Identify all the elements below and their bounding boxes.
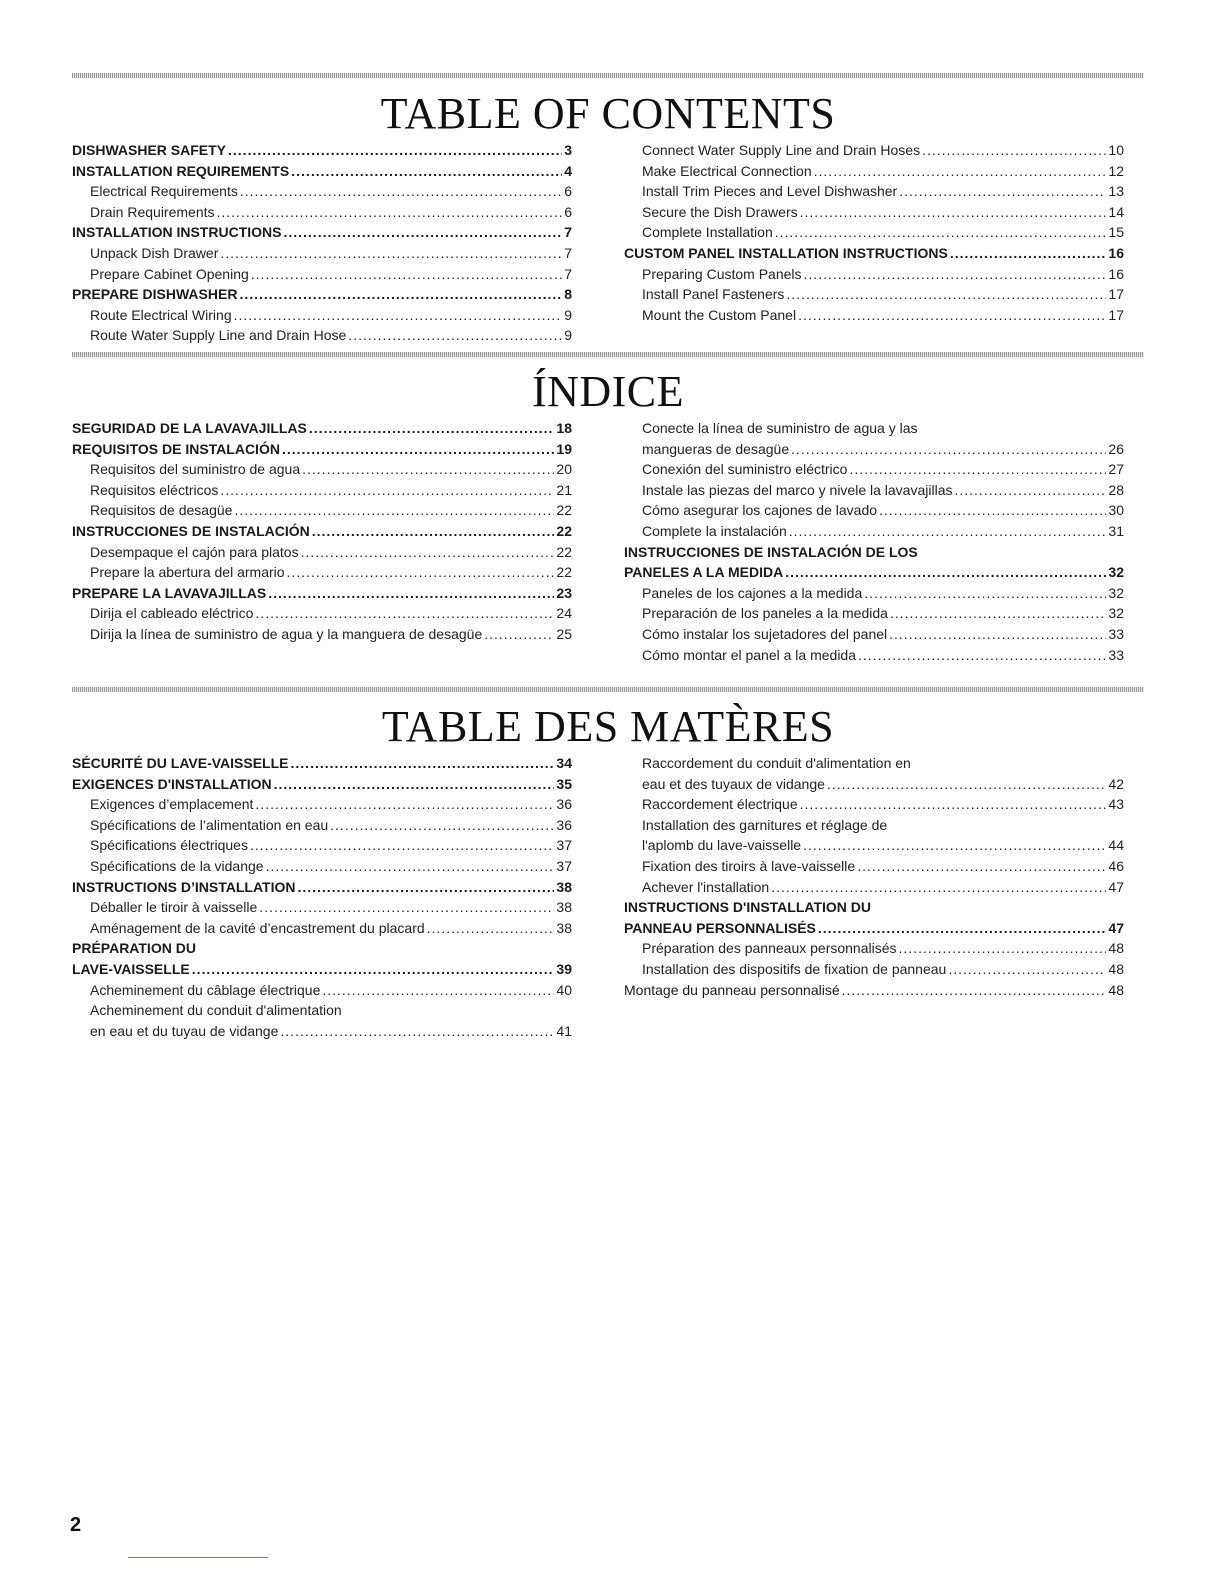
- entry-title: Install Panel Fasteners: [642, 286, 785, 303]
- entry-title: Dirija la línea de suministro de agua y la manguera de desagüe: [90, 625, 483, 642]
- entry-title: Connect Water Supply Line and Drain Hoses: [642, 142, 921, 158]
- dot-leader: [800, 202, 1107, 223]
- toc-entry-line: Conecte la línea de suministro de agua y las: [642, 420, 918, 436]
- dot-leader: [827, 774, 1107, 795]
- dot-leader: [322, 980, 554, 1001]
- dot-leader: [771, 877, 1106, 898]
- toc-subsection-entry[interactable]: [624, 202, 1124, 223]
- toc-section-entry[interactable]: [72, 439, 572, 460]
- entry-title: INSTALLATION REQUIREMENTS: [72, 162, 290, 179]
- entry-title: SÉCURITÉ DU LAVE-VAISSELLE: [72, 755, 289, 771]
- dot-leader: [228, 140, 562, 161]
- entry-page-number: 22: [556, 502, 572, 519]
- entry-title: Aménagement de la cavité d’encastrement du placard: [90, 919, 425, 936]
- entry-title: DISHWASHER SAFETY: [72, 142, 227, 158]
- entry-page-number: 22: [556, 543, 572, 560]
- toc-subsection-entry[interactable]: [624, 645, 1124, 666]
- dot-leader: [803, 835, 1106, 856]
- dot-leader: [309, 418, 555, 439]
- entry-title: Cómo montar el panel a la medida: [642, 646, 857, 663]
- entry-title: l'aplomb du lave-vaisselle: [642, 837, 802, 854]
- toc-subsection-entry[interactable]: [72, 500, 572, 521]
- entry-title: Exigences d’emplacement: [90, 796, 254, 813]
- dot-leader: [889, 624, 1106, 645]
- entry-page-number: 33: [1108, 646, 1124, 663]
- section-divider: [72, 352, 1144, 357]
- toc-section-entry[interactable]: [72, 753, 572, 774]
- dot-leader: [234, 305, 563, 326]
- section-divider: [72, 73, 1144, 78]
- entry-title: Montage du panneau personnalisé: [624, 981, 840, 998]
- dot-leader: [266, 856, 555, 877]
- entry-page-number: 18: [556, 420, 572, 436]
- toc-subsection-entry[interactable]: [624, 222, 1124, 243]
- dot-leader: [297, 877, 554, 898]
- entry-page-number: 47: [1108, 919, 1124, 936]
- entry-page-number: 31: [1108, 522, 1124, 539]
- toc-subsection-entry[interactable]: [624, 774, 1124, 795]
- toc-subsection-entry[interactable]: [72, 794, 572, 815]
- entry-title: INSTRUCCIONES DE INSTALACIÓN: [72, 522, 310, 539]
- toc-subsection-entry[interactable]: [624, 938, 1124, 959]
- entry-page-number: 33: [1108, 625, 1124, 642]
- entry-title: Requisitos del suministro de agua: [90, 461, 301, 478]
- dot-leader: [879, 500, 1106, 521]
- entry-page-number: 48: [1108, 940, 1124, 957]
- entry-title: Dirija el cableado eléctrico: [90, 605, 254, 622]
- toc-subsection-entry[interactable]: [72, 603, 572, 624]
- dot-leader: [484, 624, 554, 645]
- dot-leader: [330, 815, 554, 836]
- toc-subsection-entry[interactable]: [624, 877, 1124, 898]
- dot-leader: [791, 439, 1106, 460]
- dot-leader: [301, 542, 555, 563]
- footer-rule: [128, 1557, 268, 1558]
- dot-leader: [849, 459, 1106, 480]
- dot-leader: [217, 202, 563, 223]
- entry-page-number: 6: [564, 183, 572, 200]
- dot-leader: [858, 645, 1106, 666]
- entry-title: Spécifications de l’alimentation en eau: [90, 816, 329, 833]
- entry-title: EXIGENCES D'INSTALLATION: [72, 775, 272, 792]
- entry-title: mangueras de desagüe: [642, 440, 790, 457]
- dot-leader: [785, 562, 1106, 583]
- entry-page-number: 21: [556, 481, 572, 498]
- toc-section-entry[interactable]: [72, 583, 572, 604]
- entry-title: SEGURIDAD DE LA LAVAVAJILLAS: [72, 420, 307, 436]
- entry-title: INSTALLATION INSTRUCTIONS: [72, 224, 282, 241]
- toc-subsection-entry[interactable]: [72, 856, 572, 877]
- entry-page-number: 39: [556, 960, 572, 977]
- toc-section-entry[interactable]: [72, 222, 572, 243]
- toc-section-entry[interactable]: [72, 521, 572, 542]
- entry-title: Acheminement du câblage électrique: [90, 981, 321, 998]
- toc-subsection-entry[interactable]: [624, 480, 1124, 501]
- dot-leader: [192, 959, 555, 980]
- entry-page-number: 40: [556, 981, 572, 998]
- entry-title: PANELES A LA MEDIDA: [624, 564, 784, 581]
- dot-leader: [234, 500, 554, 521]
- toc-section-entry[interactable]: [72, 959, 572, 980]
- entry-title: INSTRUCTIONS D’INSTALLATION: [72, 878, 296, 895]
- page-number: 2: [70, 1514, 82, 1536]
- toc-subsection-entry[interactable]: [624, 856, 1124, 877]
- toc-subsection-entry[interactable]: [72, 835, 572, 856]
- dot-leader: [291, 161, 562, 182]
- toc-subsection-entry[interactable]: [624, 835, 1124, 856]
- toc-subsection-entry[interactable]: [624, 439, 1124, 460]
- toc-subsection-entry[interactable]: [624, 181, 1124, 202]
- entry-title: Requisitos eléctricos: [90, 481, 219, 498]
- dot-leader: [922, 140, 1106, 161]
- entry-page-number: 25: [556, 625, 572, 642]
- toc-subsection-entry[interactable]: [72, 325, 572, 346]
- entry-page-number: 48: [1108, 960, 1124, 977]
- toc-subsection-entry[interactable]: [624, 521, 1124, 542]
- entry-page-number: 8: [564, 286, 572, 303]
- entry-page-number: 28: [1108, 481, 1124, 498]
- entry-page-number: 43: [1108, 796, 1124, 813]
- toc-subsection-entry[interactable]: [624, 980, 1124, 1001]
- toc-subsection-entry[interactable]: [72, 562, 572, 583]
- section-title-matieres: TABLE DES MATÈRES: [381, 702, 835, 751]
- entry-page-number: 19: [556, 440, 572, 457]
- toc-section-entry[interactable]: [72, 877, 572, 898]
- entry-page-number: 35: [556, 775, 572, 792]
- entry-title: Paneles de los cajones a la medida: [642, 584, 863, 601]
- entry-page-number: 26: [1108, 440, 1124, 457]
- toc-subsection-entry[interactable]: [624, 140, 1124, 161]
- dot-leader: [814, 161, 1107, 182]
- dot-leader: [899, 181, 1106, 202]
- entry-page-number: 22: [556, 564, 572, 581]
- toc-subsection-entry[interactable]: [624, 264, 1124, 285]
- entry-title: Route Electrical Wiring: [90, 306, 232, 323]
- entry-title: PREPARE LA LAVAVAJILLAS: [72, 584, 267, 601]
- toc-subsection-entry[interactable]: [72, 1021, 572, 1042]
- entry-page-number: 48: [1108, 981, 1124, 998]
- toc-section-entry[interactable]: [72, 418, 572, 439]
- entry-page-number: 14: [1108, 203, 1124, 220]
- toc-section-entry[interactable]: [624, 243, 1124, 264]
- toc-section-entry[interactable]: [72, 774, 572, 795]
- entry-title: Déballer le tiroir à vaisselle: [90, 899, 258, 916]
- toc-section-entry[interactable]: [72, 284, 572, 305]
- matieres-right-column: [624, 753, 1124, 1000]
- dot-leader: [255, 603, 554, 624]
- entry-title: Cómo instalar los sujetadores del panel: [642, 625, 888, 642]
- entry-title: Instale las piezas del marco y nivele la lavavajillas: [642, 481, 953, 498]
- toc-subsection-entry[interactable]: [72, 459, 572, 480]
- toc-subsection-entry[interactable]: [624, 959, 1124, 980]
- section-title-indice: ÍNDICE: [531, 367, 685, 416]
- toc-subsection-entry[interactable]: [624, 794, 1124, 815]
- toc-subsection-entry[interactable]: [72, 243, 572, 264]
- dot-leader: [287, 562, 555, 583]
- matieres-left-column: [72, 753, 572, 1041]
- entry-page-number: 12: [1108, 162, 1124, 179]
- entry-title: Preparación de los paneles a la medida: [642, 605, 888, 622]
- entry-title: Raccordement électrique: [642, 796, 798, 813]
- entry-title: Unpack Dish Drawer: [90, 244, 219, 261]
- dot-leader: [282, 439, 554, 460]
- toc-section-entry[interactable]: [72, 140, 572, 161]
- dot-leader: [220, 480, 554, 501]
- entry-title: LAVE-VAISSELLE: [72, 960, 190, 977]
- entry-title: Cómo asegurar los cajones de lavado: [642, 502, 878, 519]
- dot-leader: [842, 980, 1107, 1001]
- toc-subsection-entry[interactable]: [624, 583, 1124, 604]
- entry-title: CUSTOM PANEL INSTALLATION INSTRUCTIONS: [624, 244, 948, 261]
- dot-leader: [302, 459, 554, 480]
- dot-leader: [280, 1021, 554, 1042]
- entry-page-number: 34: [556, 755, 572, 771]
- toc-entry-line: INSTRUCTIONS D'INSTALLATION DU: [624, 899, 872, 916]
- entry-page-number: 30: [1108, 502, 1124, 519]
- entry-page-number: 17: [1108, 286, 1124, 303]
- entry-title: Spécifications de la vidange: [90, 857, 264, 874]
- entry-page-number: 7: [564, 265, 572, 282]
- entry-title: PREPARE DISHWASHER: [72, 286, 238, 303]
- entry-page-number: 32: [1108, 584, 1124, 601]
- dot-leader: [259, 897, 554, 918]
- entry-page-number: 46: [1108, 857, 1124, 874]
- dot-leader: [274, 774, 555, 795]
- entry-title: Preparing Custom Panels: [642, 265, 802, 282]
- entry-page-number: 16: [1108, 265, 1124, 282]
- dot-leader: [899, 938, 1107, 959]
- entry-title: Install Trim Pieces and Level Dishwasher: [642, 183, 898, 200]
- dot-leader: [239, 284, 562, 305]
- entry-title: Spécifications électriques: [90, 837, 248, 854]
- toc-subsection-entry[interactable]: [72, 264, 572, 285]
- entry-page-number: 13: [1108, 183, 1124, 200]
- toc-subsection-entry[interactable]: [72, 305, 572, 326]
- dot-leader: [789, 521, 1107, 542]
- toc-subsection-entry[interactable]: [624, 284, 1124, 305]
- entry-page-number: 27: [1108, 461, 1124, 478]
- toc-subsection-entry[interactable]: [72, 181, 572, 202]
- entry-page-number: 17: [1108, 306, 1124, 323]
- dot-leader: [857, 856, 1106, 877]
- entry-page-number: 15: [1108, 224, 1124, 241]
- toc-subsection-entry[interactable]: [624, 161, 1124, 182]
- toc-subsection-entry[interactable]: [72, 980, 572, 1001]
- toc-subsection-entry[interactable]: [624, 305, 1124, 326]
- indice-left-column: [72, 418, 572, 645]
- dot-leader: [818, 918, 1107, 939]
- entry-title: Make Electrical Connection: [642, 162, 812, 179]
- toc-entry-line: PRÉPARATION DU: [72, 940, 196, 957]
- entry-title: Installation des dispositifs de fixation de panneau: [642, 960, 947, 977]
- toc-entry-line: Raccordement du conduit d'alimentation en: [642, 755, 911, 771]
- entry-page-number: 3: [564, 142, 572, 158]
- dot-leader: [251, 264, 562, 285]
- dot-leader: [804, 264, 1107, 285]
- entry-page-number: 6: [564, 203, 572, 220]
- entry-page-number: 4: [564, 162, 572, 179]
- entry-page-number: 41: [556, 1022, 572, 1039]
- indice-right-column: [624, 418, 1124, 665]
- entry-page-number: 7: [564, 244, 572, 261]
- dot-leader: [291, 753, 555, 774]
- dot-leader: [786, 284, 1106, 305]
- toc-subsection-entry[interactable]: [624, 500, 1124, 521]
- entry-page-number: 16: [1108, 244, 1124, 261]
- dot-leader: [775, 222, 1107, 243]
- dot-leader: [268, 583, 554, 604]
- entry-title: Préparation des panneaux personnalisés: [642, 940, 897, 957]
- toc-right-column: [624, 140, 1124, 325]
- section-divider: [72, 687, 1144, 692]
- dot-leader: [798, 305, 1106, 326]
- entry-title: Drain Requirements: [90, 203, 215, 220]
- entry-page-number: 37: [556, 837, 572, 854]
- toc-section-entry[interactable]: [72, 161, 572, 182]
- entry-title: Electrical Requirements: [90, 183, 238, 200]
- dot-leader: [948, 959, 1106, 980]
- toc-subsection-entry[interactable]: [72, 542, 572, 563]
- toc-subsection-entry[interactable]: [72, 624, 572, 645]
- toc-section-entry[interactable]: [624, 562, 1124, 583]
- dot-leader: [864, 583, 1106, 604]
- entry-page-number: 22: [556, 522, 572, 539]
- entry-title: eau et des tuyaux de vidange: [642, 775, 825, 792]
- dot-leader: [427, 918, 555, 939]
- entry-title: Prepare Cabinet Opening: [90, 265, 249, 282]
- entry-title: Requisitos de desagüe: [90, 502, 233, 519]
- dot-leader: [255, 794, 554, 815]
- toc-section-entry[interactable]: [624, 918, 1124, 939]
- entry-title: Achever l'installation: [642, 878, 770, 895]
- entry-page-number: 37: [556, 857, 572, 874]
- entry-title: Mount the Custom Panel: [642, 306, 797, 323]
- entry-page-number: 38: [556, 919, 572, 936]
- entry-page-number: 32: [1108, 564, 1124, 581]
- toc-entry-line: Acheminement du conduit d'alimentation: [90, 1002, 342, 1019]
- entry-title: Secure the Dish Drawers: [642, 203, 798, 220]
- toc-subsection-entry[interactable]: [72, 480, 572, 501]
- toc-left-column: [72, 140, 572, 346]
- entry-title: PANNEAU PERSONNALISÉS: [624, 919, 816, 936]
- entry-page-number: 38: [556, 878, 572, 895]
- dot-leader: [950, 243, 1107, 264]
- section-title-contents: TABLE OF CONTENTS: [380, 89, 836, 138]
- dot-leader: [220, 243, 562, 264]
- entry-page-number: 20: [556, 461, 572, 478]
- toc-entry-line: Installation des garnitures et réglage de: [642, 816, 888, 833]
- toc-subsection-entry[interactable]: [72, 897, 572, 918]
- entry-page-number: 42: [1108, 775, 1124, 792]
- toc-subsection-entry[interactable]: [624, 603, 1124, 624]
- entry-page-number: 23: [556, 584, 572, 601]
- entry-page-number: 24: [556, 605, 572, 622]
- entry-page-number: 36: [556, 796, 572, 813]
- entry-title: Complete la instalación: [642, 522, 787, 539]
- entry-title: en eau et du tuyau de vidange: [90, 1022, 279, 1039]
- entry-page-number: 7: [564, 224, 572, 241]
- toc-subsection-entry[interactable]: [624, 459, 1124, 480]
- entry-title: Conexión del suministro eléctrico: [642, 461, 848, 478]
- entry-title: Complete Installation: [642, 224, 773, 241]
- dot-leader: [283, 222, 562, 243]
- dot-leader: [800, 794, 1107, 815]
- entry-title: Route Water Supply Line and Drain Hose: [90, 327, 347, 344]
- entry-page-number: 10: [1108, 142, 1124, 158]
- toc-subsection-entry[interactable]: [72, 918, 572, 939]
- entry-page-number: 32: [1108, 605, 1124, 622]
- entry-page-number: 9: [564, 327, 572, 344]
- toc-subsection-entry[interactable]: [72, 815, 572, 836]
- entry-title: Fixation des tiroirs à lave-vaisselle: [642, 857, 856, 874]
- dot-leader: [890, 603, 1106, 624]
- entry-title: REQUISITOS DE INSTALACIÓN: [72, 440, 280, 457]
- entry-page-number: 47: [1108, 878, 1124, 895]
- dot-leader: [312, 521, 555, 542]
- dot-leader: [348, 325, 562, 346]
- entry-page-number: 9: [564, 306, 572, 323]
- dot-leader: [240, 181, 562, 202]
- entry-title: Desempaque el cajón para platos: [90, 543, 299, 560]
- toc-subsection-entry[interactable]: [72, 202, 572, 223]
- toc-subsection-entry[interactable]: [624, 624, 1124, 645]
- entry-page-number: 36: [556, 816, 572, 833]
- dot-leader: [954, 480, 1106, 501]
- entry-page-number: 44: [1108, 837, 1124, 854]
- toc-entry-line: INSTRUCCIONES DE INSTALACIÓN DE LOS: [624, 543, 918, 560]
- entry-title: Prepare la abertura del armario: [90, 564, 285, 581]
- dot-leader: [250, 835, 554, 856]
- entry-page-number: 38: [556, 899, 572, 916]
